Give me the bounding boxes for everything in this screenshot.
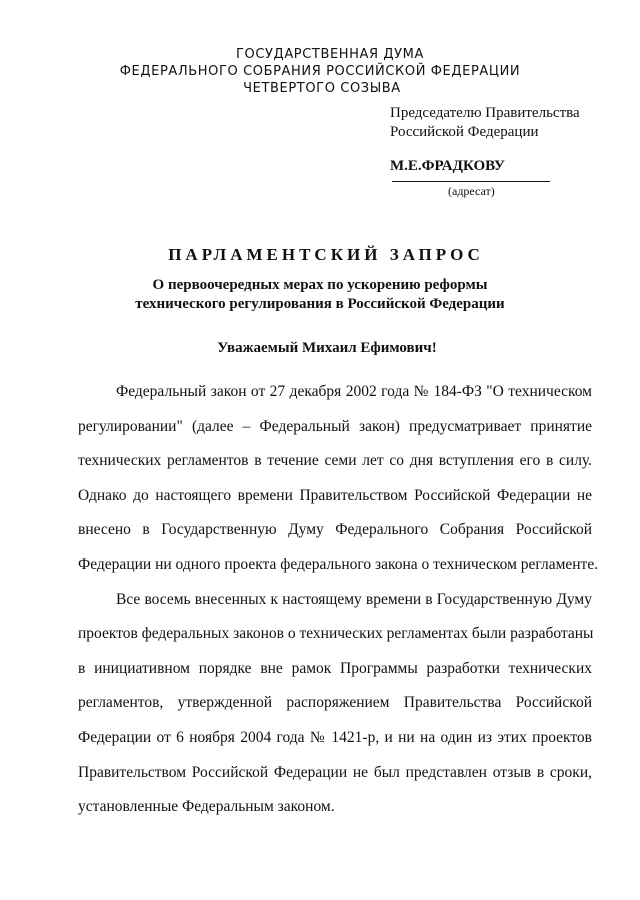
paragraph-line: в инициативном порядке вне рамок Программы разработки технических — [78, 659, 592, 677]
letterhead-line-2: ФЕДЕРАЛЬНОГО СОБРАНИЯ РОССИЙСКОЙ ФЕДЕРАЦИИ — [119, 64, 521, 79]
paragraph-2 — [78, 583, 592, 825]
paragraph-line: Правительством Российской Федерации не был представлен отзыв в сроки, — [78, 763, 592, 781]
paragraph-line: технических регламентов в течение семи лет со дня вступления его в силу. — [78, 452, 592, 470]
subject-line-2: технического регулирования в Российской Федерации — [135, 296, 505, 312]
addressee-block — [390, 104, 620, 142]
paragraph-line: установленные Федеральным законом. — [78, 798, 335, 816]
paragraph-line: регулировании" (далее – Федеральный закон) предусматривает принятие — [78, 417, 592, 435]
letter-body — [78, 375, 599, 825]
letterhead-line-1: ГОСУДАРСТВЕННАЯ ДУМА — [236, 47, 424, 62]
addressee-caption: (адресат) — [448, 184, 495, 198]
document-subject — [0, 276, 640, 314]
paragraph-line: регламентов, утвержденной распоряжением Правительства Российской — [78, 694, 592, 712]
addressee-underline — [392, 181, 550, 182]
document-title: ПАРЛАМЕНТСКИЙ ЗАПРОС — [168, 245, 484, 264]
paragraph-line: внесено в Государственную Думу Федерального Собрания Российской — [78, 521, 592, 539]
paragraph-1 — [78, 375, 599, 583]
paragraph-line: проектов федеральных законов о технических регламентах были разработаны — [78, 625, 594, 643]
paragraph-line: Федерации ни одного проекта федерального закона о техническом регламенте. — [78, 555, 599, 573]
addressee-position-line-2: Российской Федерации — [390, 124, 539, 140]
paragraph-line: Все восемь внесенных к настоящему времени в Государственную Думу — [116, 590, 592, 608]
paragraph-line: Федерации от 6 ноября 2004 года № 1421-р, и ни на один из этих проектов — [78, 728, 592, 746]
letterhead — [0, 46, 640, 97]
paragraph-line: Однако до настоящего времени Правительством Российской Федерации не — [78, 486, 592, 504]
addressee-name: М.Е.ФРАДКОВУ — [390, 158, 505, 174]
paragraph-line: Федеральный закон от 27 декабря 2002 года № 184-ФЗ "О техническом — [116, 383, 592, 400]
salutation: Уважаемый Михаил Ефимович! — [217, 340, 437, 356]
addressee-position-line-1: Председателю Правительства — [390, 105, 580, 121]
letterhead-line-3: ЧЕТВЕРТОГО СОЗЫВА — [243, 81, 401, 96]
subject-line-1: О первоочередных мерах по ускорению реформы — [152, 277, 488, 293]
